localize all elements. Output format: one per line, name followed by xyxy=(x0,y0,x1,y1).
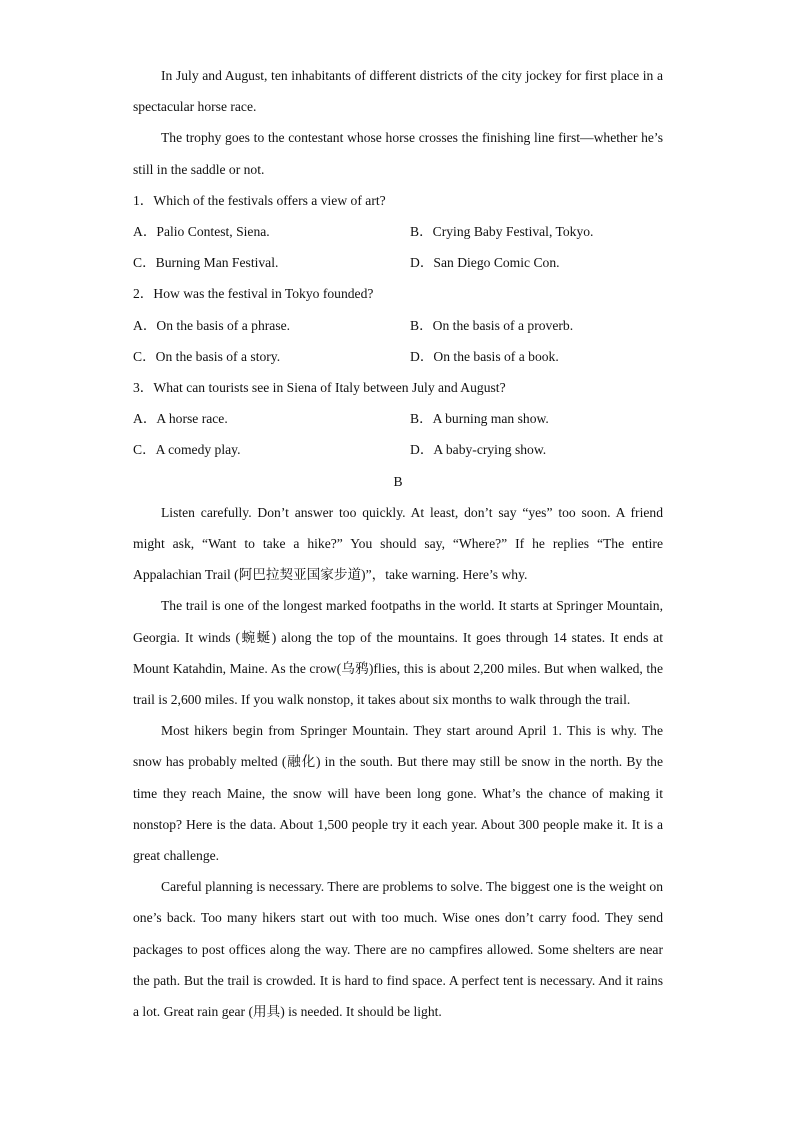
intro-paragraph-2: The trophy goes to the contestant whose horse crosses the finishing line first—whether he’s still in the saddle or not. xyxy=(133,130,663,177)
passage-b-paragraph-4: Careful planning is necessary. There are problems to solve. The biggest one is the weight on one’s back. Too many hikers start out with too much. Wise ones don’t carry food. They send packages to post offices along the way. There are no campfires allowed. Some shelters are near the path. But the trail is crowded. It is hard to find space. A perfect tent is necessary. And it rains a lot. Great rain gear (用具) is needed. It should be light. xyxy=(133,879,663,1020)
question-3-options xyxy=(133,403,663,465)
document-page xyxy=(133,60,663,1027)
question-1 xyxy=(133,185,663,279)
question-2-text: 2．How was the festival in Tokyo founded? xyxy=(133,286,374,302)
question-3 xyxy=(133,372,663,466)
passage-b-paragraph-1: Listen carefully. Don’t answer too quickly. At least, don’t say “yes” too soon. A friend might ask, “Want to take a hike?” You should say, “Where?” If he replies “The entire Appalachian Trail (阿巴拉契亚国家步道)”，take warning. Here’s why. xyxy=(133,504,663,583)
question-3-option-b: B．A burning man show. xyxy=(410,411,549,427)
question-2-option-a: A．On the basis of a phrase. xyxy=(133,317,291,333)
question-1-option-d: D．San Diego Comic Con. xyxy=(410,255,560,271)
question-2-option-c: C．On the basis of a story. xyxy=(133,348,281,364)
passage-b-paragraph-2: The trail is one of the longest marked footpaths in the world. It starts at Springer Mountain, Georgia. It winds (蜿蜒) along the top of the mountains. It goes through 14 states. It ends at Mount Katahdin, Maine. As the crow(乌鸦)flies, this is about 2,200 miles. But when walked, the trail is 2,600 miles. If you walk nonstop, it takes about six months to walk through the trail. xyxy=(133,598,663,708)
question-2-options xyxy=(133,310,663,372)
question-2-option-d: D．On the basis of a book. xyxy=(410,348,559,364)
question-3-text: 3．What can tourists see in Siena of Italy between July and August? xyxy=(133,380,506,396)
question-3-option-c: C．A comedy play. xyxy=(133,442,241,458)
question-2-option-b: B．On the basis of a proverb. xyxy=(410,317,574,333)
question-3-option-a: A．A horse race. xyxy=(133,411,228,427)
question-1-option-b: B．Crying Baby Festival, Tokyo. xyxy=(410,224,594,240)
intro-paragraph-1: In July and August, ten inhabitants of different districts of the city jockey for first place in a spectacular horse race. xyxy=(133,68,663,115)
question-3-option-d: D．A baby-crying show. xyxy=(410,442,547,458)
question-2 xyxy=(133,278,663,372)
section-heading-b: B xyxy=(393,473,403,489)
question-1-option-a: A．Palio Contest, Siena. xyxy=(133,224,270,240)
question-1-option-c: C．Burning Man Festival. xyxy=(133,255,279,271)
question-1-options xyxy=(133,216,663,278)
question-1-text: 1．Which of the festivals offers a view of art? xyxy=(133,192,386,208)
passage-b-paragraph-3: Most hikers begin from Springer Mountain. They start around April 1. This is why. The snow has probably melted (融化) in the south. But there may still be snow in the north. By the time they reach Maine, the snow will have been long gone. What’s the chance of making it nonstop? Here is the data. About 1,500 people try it each year. About 300 people make it. It is a great challenge. xyxy=(133,723,663,864)
